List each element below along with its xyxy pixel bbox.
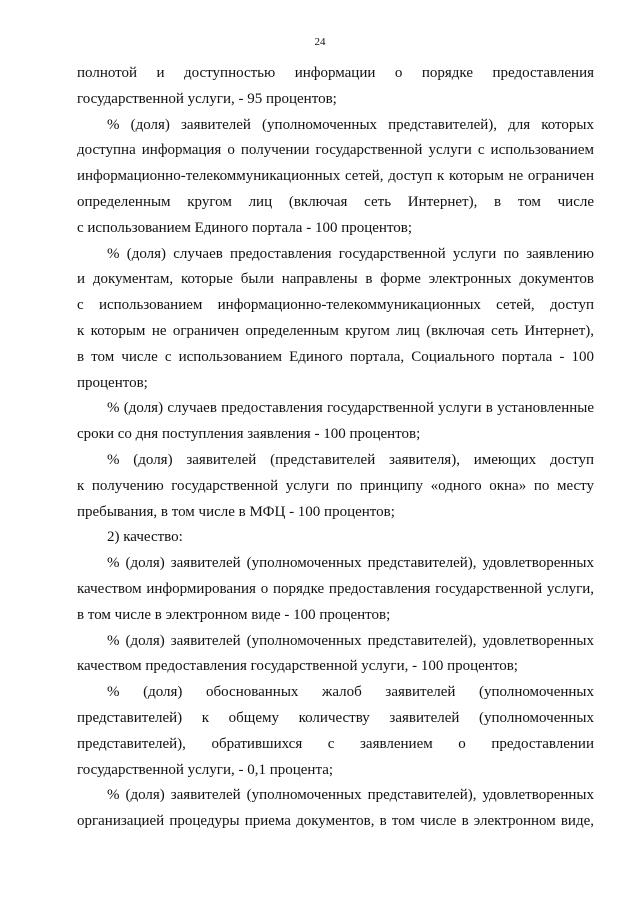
text-line: в том числе с использованием Единого портала, Социального портала - 100 bbox=[77, 348, 594, 365]
paragraph bbox=[77, 396, 594, 448]
text-line: 2) качество: bbox=[107, 529, 183, 546]
paragraph bbox=[77, 629, 594, 681]
text-line: качеством предоставления государственной услуги, - 100 процентов; bbox=[77, 658, 518, 675]
text-line: представителей) к общему количеству заявителей (уполномоченных bbox=[77, 709, 594, 726]
text-line: % (доля) случаев предоставления государственной услуги в установленные bbox=[107, 400, 594, 417]
text-line: процентов; bbox=[77, 374, 148, 391]
text-line: сроки со дня поступления заявления - 100 процентов; bbox=[77, 426, 421, 443]
text-line: % (доля) заявителей (уполномоченных представителей), для которых bbox=[107, 116, 594, 133]
text-line: % (доля) заявителей (уполномоченных представителей), удовлетворенных bbox=[107, 555, 594, 572]
text-line: % (доля) заявителей (уполномоченных представителей), удовлетворенных bbox=[107, 787, 594, 804]
text-line: % (доля) заявителей (уполномоченных представителей), удовлетворенных bbox=[107, 632, 594, 649]
paragraph bbox=[77, 783, 594, 835]
text-line: % (доля) заявителей (представителей заявителя), имеющих доступ bbox=[107, 451, 594, 468]
paragraph bbox=[77, 448, 594, 525]
paragraph bbox=[77, 242, 594, 397]
text-line: государственной услуги, - 0,1 процента; bbox=[77, 761, 334, 778]
text-line: % (доля) обоснованных жалоб заявителей (уполномоченных bbox=[107, 684, 594, 701]
text-line: качеством информирования о порядке предоставления государственной услуги, bbox=[77, 580, 594, 597]
text-line: к получению государственной услуги по принципу «одного окна» по месту bbox=[77, 477, 594, 494]
text-line: информационно-телекоммуникационных сетей, доступ к которым не ограничен bbox=[77, 168, 594, 185]
paragraph bbox=[77, 113, 594, 242]
text-line: государственной услуги, - 95 процентов; bbox=[77, 90, 337, 107]
text-line: доступна информация о получении государственной услуги с использованием bbox=[77, 142, 594, 159]
text-line: с использованием Единого портала - 100 процентов; bbox=[77, 219, 413, 236]
document-body bbox=[77, 61, 594, 835]
text-line: определенным кругом лиц (включая сеть Интернет), в том числе bbox=[77, 193, 594, 210]
text-line: организацией процедуры приема документов, в том числе в электронном виде, bbox=[77, 813, 594, 830]
paragraph bbox=[77, 525, 594, 551]
text-line: полнотой и доступностью информации о порядке предоставления bbox=[77, 65, 594, 81]
text-line: представителей), обратившихся с заявлением о предоставлении bbox=[77, 735, 594, 752]
paragraph bbox=[77, 680, 594, 783]
text-line: % (доля) случаев предоставления государственной услуги по заявлению bbox=[107, 245, 594, 262]
paragraph bbox=[77, 551, 594, 628]
text-line: в том числе в электронном виде - 100 процентов; bbox=[77, 606, 391, 623]
text-line: к которым не ограничен определенным кругом лиц (включая сеть Интернет), bbox=[77, 322, 594, 339]
page-number: 24 bbox=[314, 36, 326, 48]
text-line: и документам, которые были направлены в форме электронных документов bbox=[77, 271, 594, 288]
text-line: с использованием информационно-телекоммуникационных сетей, доступ bbox=[77, 297, 594, 314]
paragraph bbox=[77, 61, 594, 113]
text-line: пребывания, в том числе в МФЦ - 100 процентов; bbox=[77, 503, 395, 520]
